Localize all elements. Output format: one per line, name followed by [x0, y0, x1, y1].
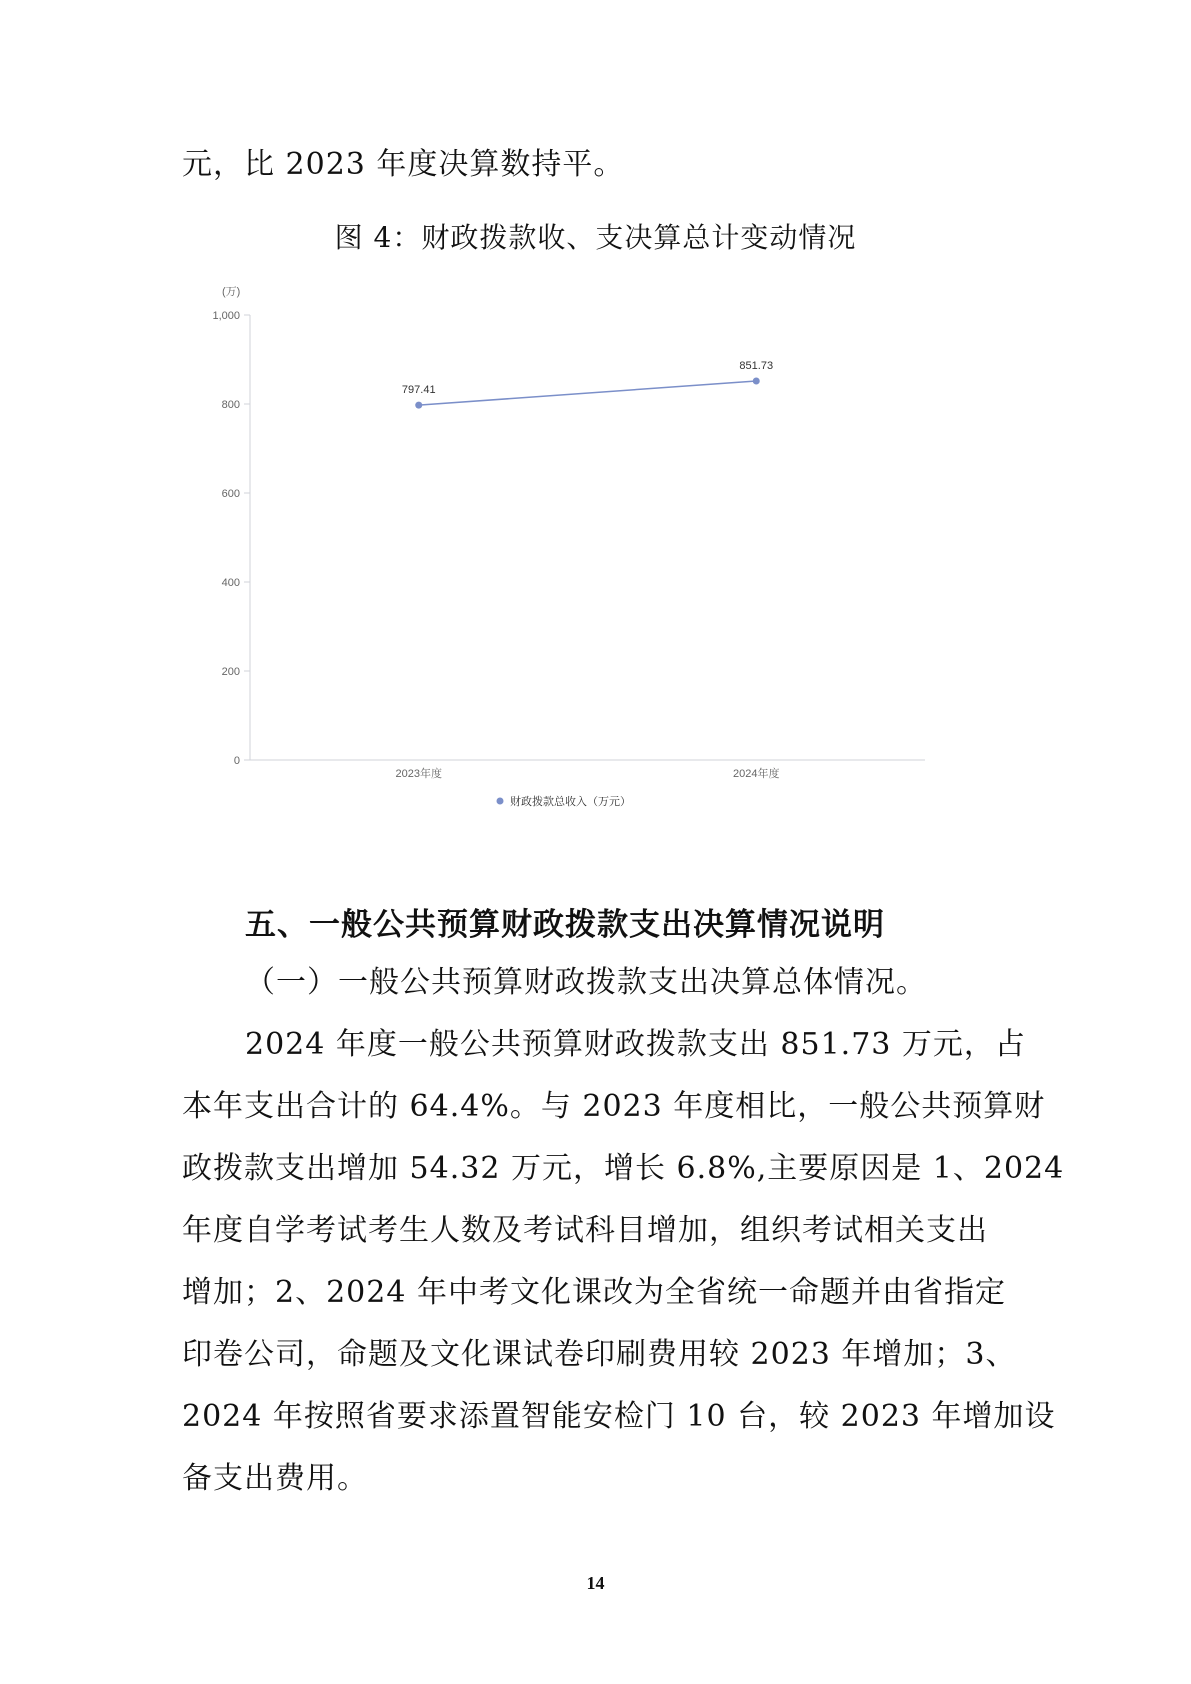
line-chart	[180, 272, 940, 817]
figure-caption: 图 4：财政拨款收、支决算总计变动情况	[334, 221, 857, 254]
legend-label: 财政拨款总收入（万元）	[510, 796, 631, 808]
y-tick-label: 200	[221, 666, 240, 678]
continued-text-line: 元，比 2023 年度决算数持平。	[182, 147, 625, 182]
paragraph-line-6: 印卷公司，命题及文化课试卷印刷费用较 2023 年增加；3、	[182, 1337, 1017, 1372]
x-tick-label: 2023年度	[395, 768, 442, 780]
paragraph-line-3: 政拨款支出增加 54.32 万元，增长 6.8%,主要原因是 1、2024	[182, 1151, 1065, 1186]
y-tick-label: 600	[221, 488, 240, 500]
paragraph-line-4: 年度自学考试考生人数及考试科目增加，组织考试相关支出	[182, 1213, 988, 1248]
y-tick-label: 400	[221, 577, 240, 589]
y-axis-unit-label: (万)	[222, 286, 241, 298]
x-tick-label: 2024年度	[733, 768, 780, 780]
y-tick-label: 800	[221, 399, 240, 411]
data-label: 797.41	[401, 384, 436, 397]
legend-marker	[497, 798, 504, 805]
y-tick-label: 1,000	[212, 310, 240, 322]
paragraph-line-2: 本年支出合计的 64.4%。与 2023 年度相比，一般公共预算财	[182, 1089, 1046, 1124]
section-heading: 五、一般公共预算财政拨款支出决算情况说明	[245, 907, 885, 943]
subsection-heading: （一）一般公共预算财政拨款支出决算总体情况。	[245, 965, 927, 1000]
y-tick-label: 0	[233, 755, 240, 767]
data-point	[753, 377, 760, 384]
data-point	[415, 402, 422, 409]
series-line	[419, 381, 757, 405]
paragraph-line-1: 2024 年度一般公共预算财政拨款支出 851.73 万元，占	[245, 1027, 1026, 1062]
page-number: 14	[586, 1573, 605, 1593]
paragraph-line-8: 备支出费用。	[182, 1461, 368, 1496]
data-label: 851.73	[739, 359, 774, 372]
paragraph-line-5: 增加；2、2024 年中考文化课改为全省统一命题并由省指定	[182, 1275, 1006, 1310]
paragraph-line-7: 2024 年按照省要求添置智能安检门 10 台，较 2023 年增加设	[182, 1399, 1056, 1434]
